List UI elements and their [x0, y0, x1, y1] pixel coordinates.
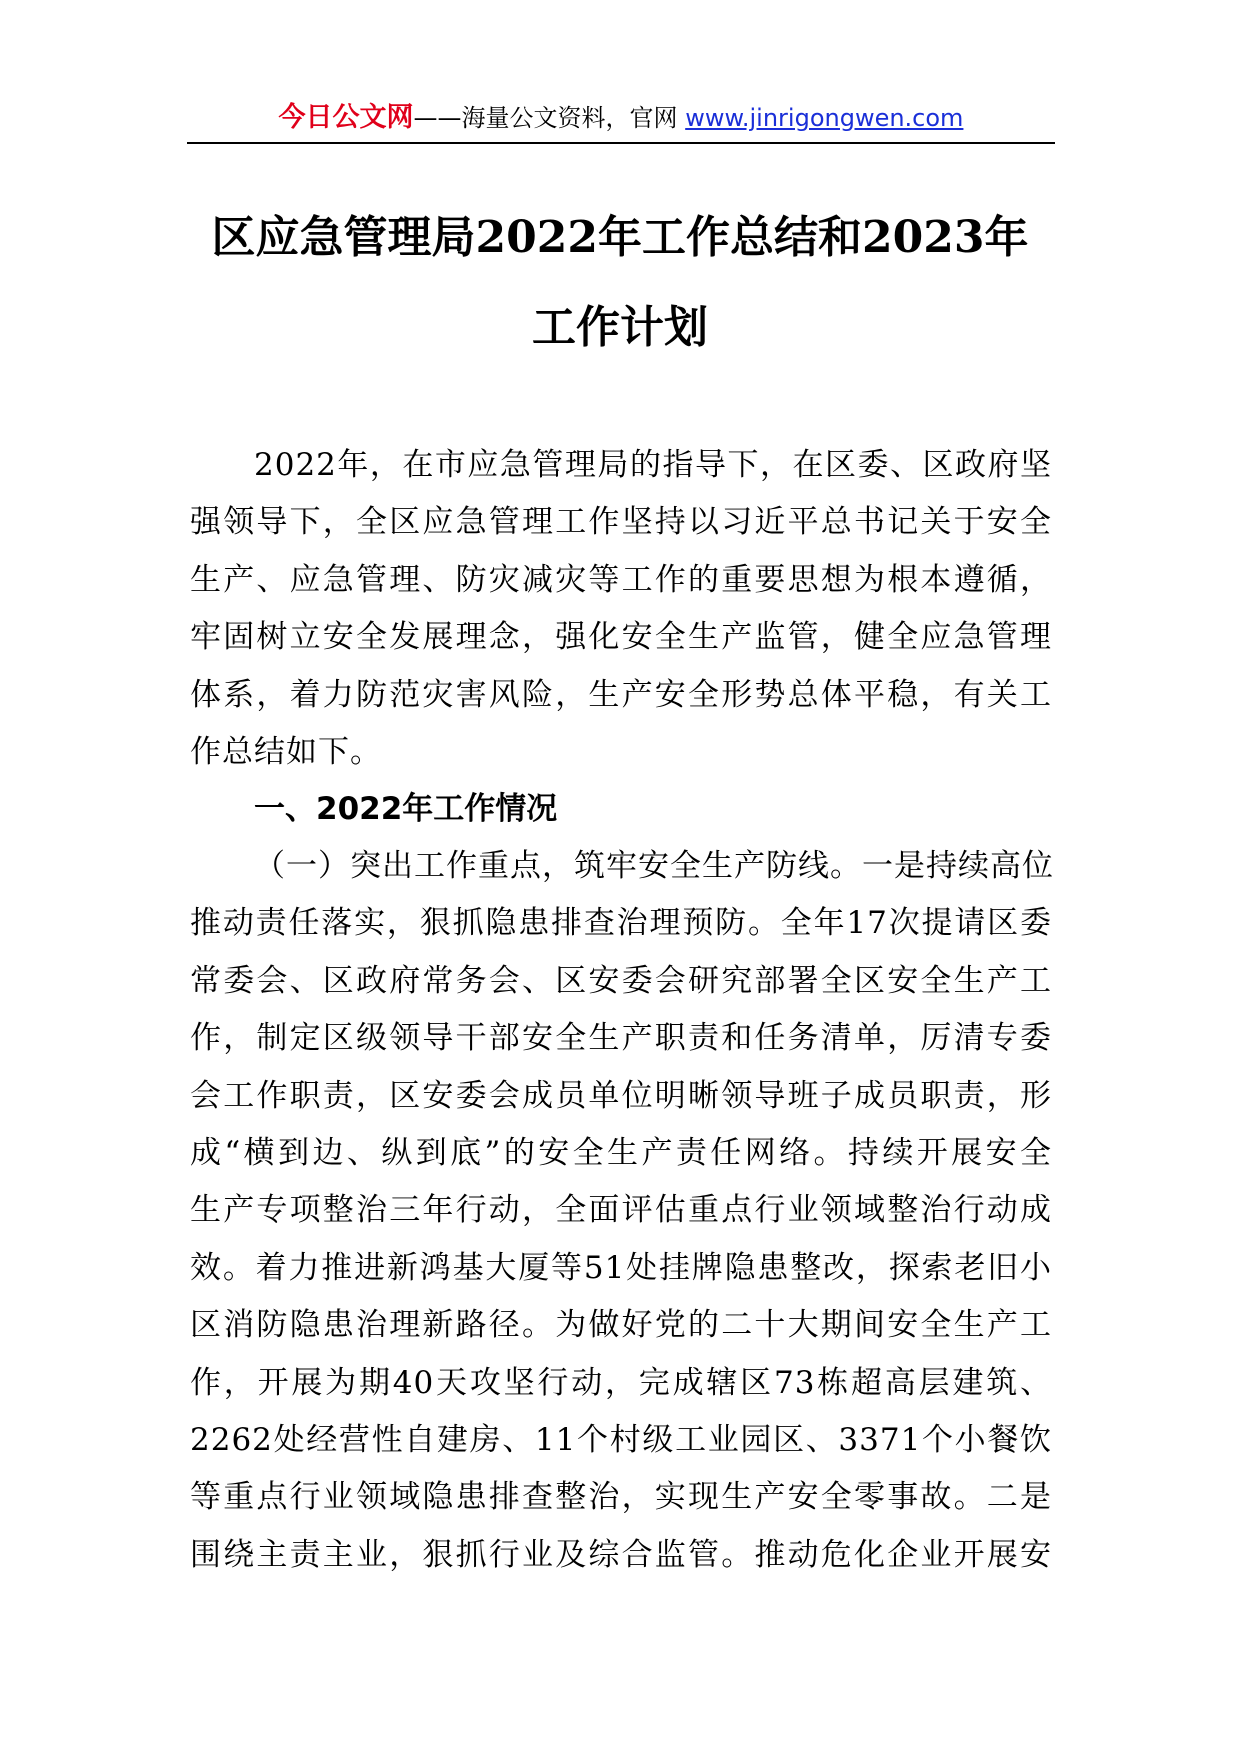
- section-line: 作，制定区级领导干部安全生产职责和任务清单，厉清专委: [190, 1020, 1052, 1057]
- intro-line: 2022年，在市应急管理局的指导下，在区委、区政府坚: [254, 447, 1052, 483]
- intro-line: 作总结如下。: [190, 734, 382, 771]
- brand-name: 今日公文网: [278, 102, 414, 133]
- intro-line: 强领导下，全区应急管理工作坚持以习近平总书记关于安全: [190, 504, 1052, 541]
- section-line: 成“横到边、纵到底”的安全生产责任网络。持续开展安全: [190, 1135, 1052, 1172]
- section-heading: 一、2022年工作情况: [254, 791, 558, 827]
- header-tagline: ——海量公文资料，官网: [413, 104, 678, 132]
- section-line: 效。着力推进新鸿基大厦等51处挂牌隐患整改，探索老旧小: [190, 1249, 1052, 1286]
- site-link[interactable]: www.jinrigongwen.com: [685, 104, 964, 132]
- document-title-line-1: 区应急管理局2022年工作总结和2023年: [211, 212, 1029, 263]
- section-line: 生产专项整治三年行动，全面评估重点行业领域整治行动成: [190, 1192, 1052, 1229]
- section-paragraph: [190, 838, 1052, 1584]
- intro-paragraph: [190, 437, 1052, 781]
- intro-line: 体系，着力防范灾害风险，生产安全形势总体平稳，有关工: [190, 676, 1052, 713]
- section-line: 作，开展为期40天攻坚行动，完成辖区73栋超高层建筑、: [190, 1364, 1052, 1401]
- section-line: 常委会、区政府常务会、区安委会研究部署全区安全生产工: [190, 962, 1052, 999]
- site-header: [187, 98, 1055, 144]
- section-line: 推动责任落实，狠抓隐患排查治理预防。全年17次提请区委: [190, 905, 1052, 942]
- section-line: （一）突出工作重点，筑牢安全生产防线。一是持续高位: [254, 848, 1054, 884]
- intro-line: 生产、应急管理、防灾减灾等工作的重要思想为根本遵循，: [190, 561, 1052, 598]
- intro-line: 牢固树立安全发展理念，强化安全生产监管，健全应急管理: [190, 619, 1052, 656]
- section-line: 等重点行业领域隐患排查整治，实现生产安全零事故。二是: [190, 1479, 1052, 1516]
- document-title-line-2: 工作计划: [532, 302, 708, 353]
- header-line: [187, 98, 1055, 138]
- section-line: 区消防隐患治理新路径。为做好党的二十大期间安全生产工: [190, 1307, 1052, 1344]
- section-line: 会工作职责，区安委会成员单位明晰领导班子成员职责，形: [190, 1077, 1052, 1114]
- section-line: 2262处经营性自建房、11个村级工业园区、3371个小餐饮: [190, 1422, 1052, 1459]
- section-line: 围绕主责主业，狠抓行业及综合监管。推动危化企业开展安: [190, 1536, 1052, 1573]
